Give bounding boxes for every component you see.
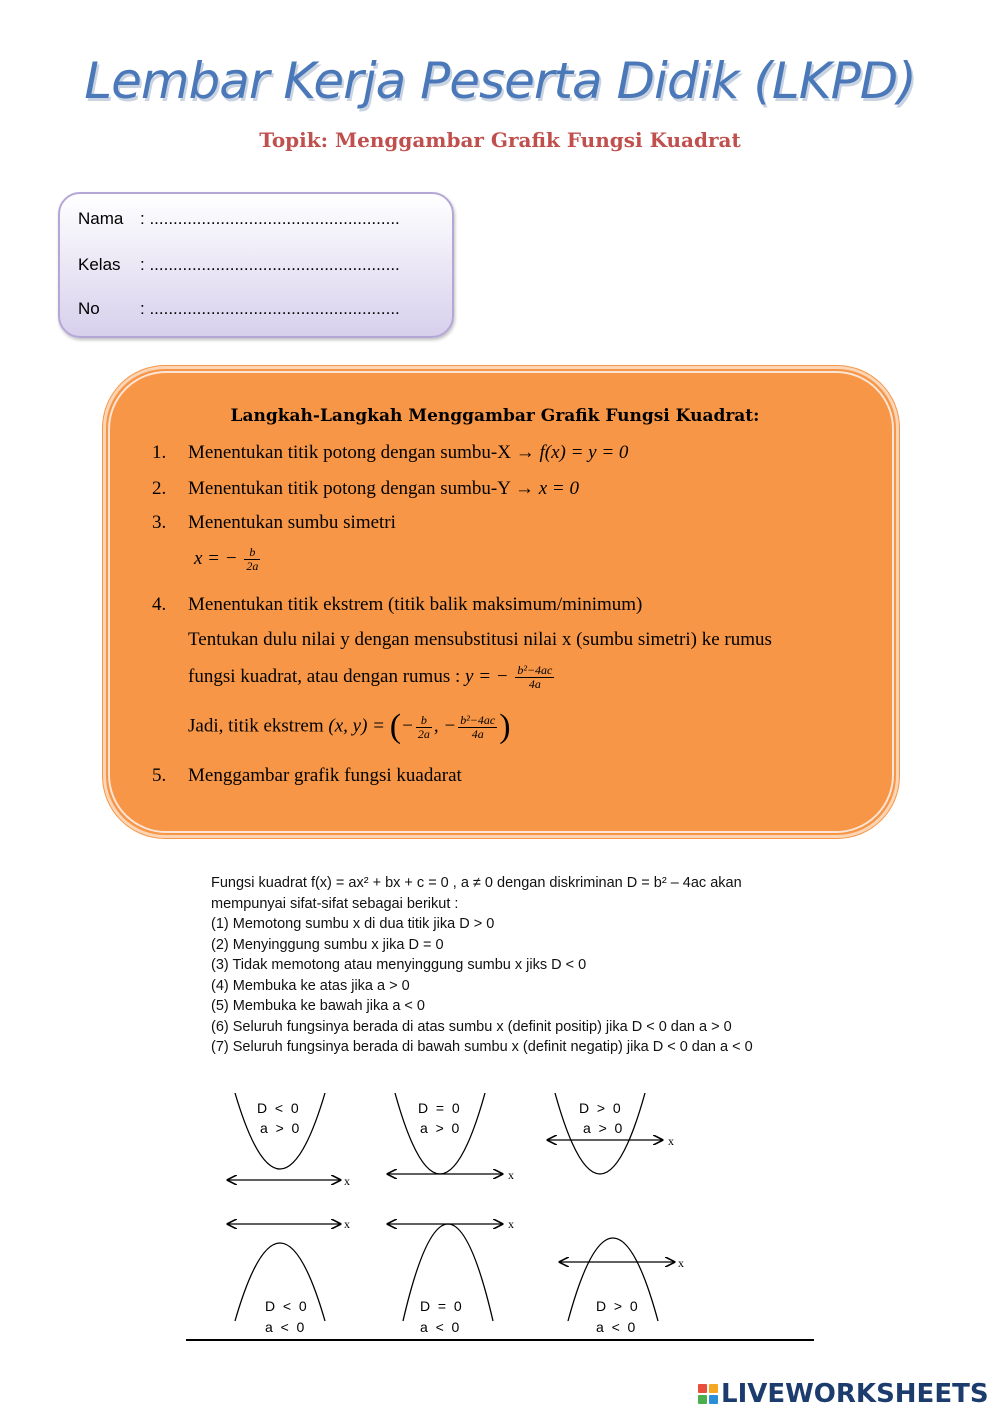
identity-row-nama (78, 209, 400, 229)
property-line: (4) Membuka ke atas jika a > 0 (211, 977, 410, 994)
fraction (458, 714, 497, 741)
step-number: 4. (152, 594, 167, 615)
minus-sign: − (443, 715, 457, 737)
fraction-numerator: b (416, 714, 432, 728)
identity-label-nama: Nama (78, 209, 124, 228)
identity-row-no (78, 299, 400, 319)
identity-label-no: No (78, 299, 100, 318)
paren-open: ( (389, 708, 402, 745)
step-2-math: x = 0 (538, 478, 580, 499)
step-number: 5. (152, 765, 167, 786)
axis-label-x: x (508, 1168, 514, 1182)
graph-label-a: a > 0 (420, 1120, 460, 1136)
property-line: mempunyai sifat-sifat sebagai berikut : (211, 895, 459, 912)
fraction-denominator: 4a (528, 677, 541, 691)
identity-row-kelas (78, 255, 400, 275)
step-4-line4 (188, 708, 511, 746)
graph-label-d: D = 0 (420, 1298, 462, 1314)
step-1-math: f(x) = y = 0 (539, 442, 629, 463)
identity-box (58, 192, 454, 338)
identity-field-no[interactable]: : ..................................................... (140, 299, 400, 318)
graph-label-a: a > 0 (260, 1120, 300, 1136)
property-line: (7) Seluruh fungsinya berada di bawah sumbu x (definit negatip) jika D < 0 dan a < 0 (211, 1039, 753, 1055)
property-line: Fungsi kuadrat f(x) = ax² + bx + c = 0 , a ≠ 0 dengan diskriminan D = b² – 4ac akan (211, 875, 742, 891)
fraction-denominator: 2a (246, 559, 259, 573)
axis-label-x: x (678, 1256, 684, 1270)
graph-label-a: a < 0 (596, 1319, 636, 1335)
minus-sign: − (401, 715, 414, 737)
graph-label-a: a < 0 (420, 1319, 460, 1335)
formula-lhs: y = − (465, 665, 509, 687)
property-line: (2) Menyinggung sumbu x jika D = 0 (211, 936, 444, 953)
step-2-text: Menentukan titik potong dengan sumbu-Y → (188, 478, 539, 499)
page-title: Lembar Kerja Peserta Didik (LKPD) (84, 52, 916, 110)
axis-label-x: x (508, 1217, 514, 1231)
step-1 (188, 442, 628, 464)
graph-label-a: a > 0 (583, 1120, 623, 1136)
identity-label-kelas: Kelas (78, 255, 121, 274)
property-line: (6) Seluruh fungsinya berada di atas sumbu x (definit positip) jika D < 0 dan a > 0 (211, 1018, 732, 1035)
identity-field-kelas[interactable]: : ..................................................... (140, 255, 400, 274)
fraction-denominator: 2a (417, 726, 430, 741)
fraction-denominator: 4a (471, 726, 484, 741)
axis-label-x: x (344, 1174, 350, 1188)
step-number: 2. (152, 478, 167, 499)
paren-close: ) (499, 708, 511, 745)
step-2 (188, 478, 579, 500)
step-4-line3-text: fungsi kuadrat, atau dengan rumus : (188, 665, 466, 687)
parabola-graphs (200, 1085, 720, 1340)
liveworksheets-logo-icon (698, 1384, 718, 1404)
property-line: (3) Tidak memotong atau menyinggung sumbu x jiks D < 0 (211, 957, 587, 973)
page-subtitle: Topik: Menggambar Grafik Fungsi Kuadrat (259, 128, 741, 152)
axis-label-x: x (668, 1134, 674, 1148)
step-3-formula (194, 546, 262, 573)
formula-lhs: (x, y) = (328, 715, 385, 737)
divider (186, 1339, 814, 1341)
steps-title: Langkah-Langkah Menggambar Grafik Fungsi Kuadrat: (230, 406, 760, 426)
graph-label-d: D < 0 (265, 1298, 307, 1314)
brand-logo (698, 1379, 989, 1409)
step-4-line4-text: Jadi, titik ekstrem (188, 715, 329, 737)
step-5-text: Menggambar grafik fungsi kuadarat (188, 765, 462, 786)
comma: , (433, 715, 439, 737)
identity-field-nama[interactable]: : ..................................................... (140, 209, 400, 228)
fraction (416, 714, 432, 741)
step-1-text: Menentukan titik potong dengan sumbu-X → (188, 442, 540, 463)
step-4-line3 (188, 664, 556, 691)
graph-label-d: D = 0 (418, 1100, 460, 1116)
step-3-text: Menentukan sumbu simetri (188, 512, 396, 533)
step-4-text: Menentukan titik ekstrem (titik balik maksimum/minimum) (188, 594, 643, 615)
step-4-line2: Tentukan dulu nilai y dengan mensubstitusi nilai x (sumbu simetri) ke rumus (188, 629, 772, 650)
property-line: (1) Memotong sumbu x di dua titik jika D > 0 (211, 916, 495, 932)
fraction (244, 546, 260, 573)
property-line: (5) Membuka ke bawah jika a < 0 (211, 998, 425, 1014)
formula-lhs: x = − (194, 547, 238, 569)
graph-label-a: a < 0 (265, 1319, 305, 1335)
fraction-numerator: b²−4ac (517, 663, 553, 677)
graph-label-d: D > 0 (579, 1100, 621, 1116)
fraction-numerator: b²−4ac (460, 712, 496, 727)
brand-name: LIVEWORKSHEETS (721, 1379, 989, 1409)
properties-list (211, 873, 753, 1058)
axis-label-x: x (344, 1217, 350, 1231)
step-number: 3. (152, 512, 167, 533)
graph-label-d: D < 0 (257, 1100, 299, 1116)
graph-label-d: D > 0 (596, 1298, 638, 1314)
step-number: 1. (152, 442, 167, 463)
fraction (515, 664, 554, 691)
fraction-numerator: b (244, 546, 260, 560)
